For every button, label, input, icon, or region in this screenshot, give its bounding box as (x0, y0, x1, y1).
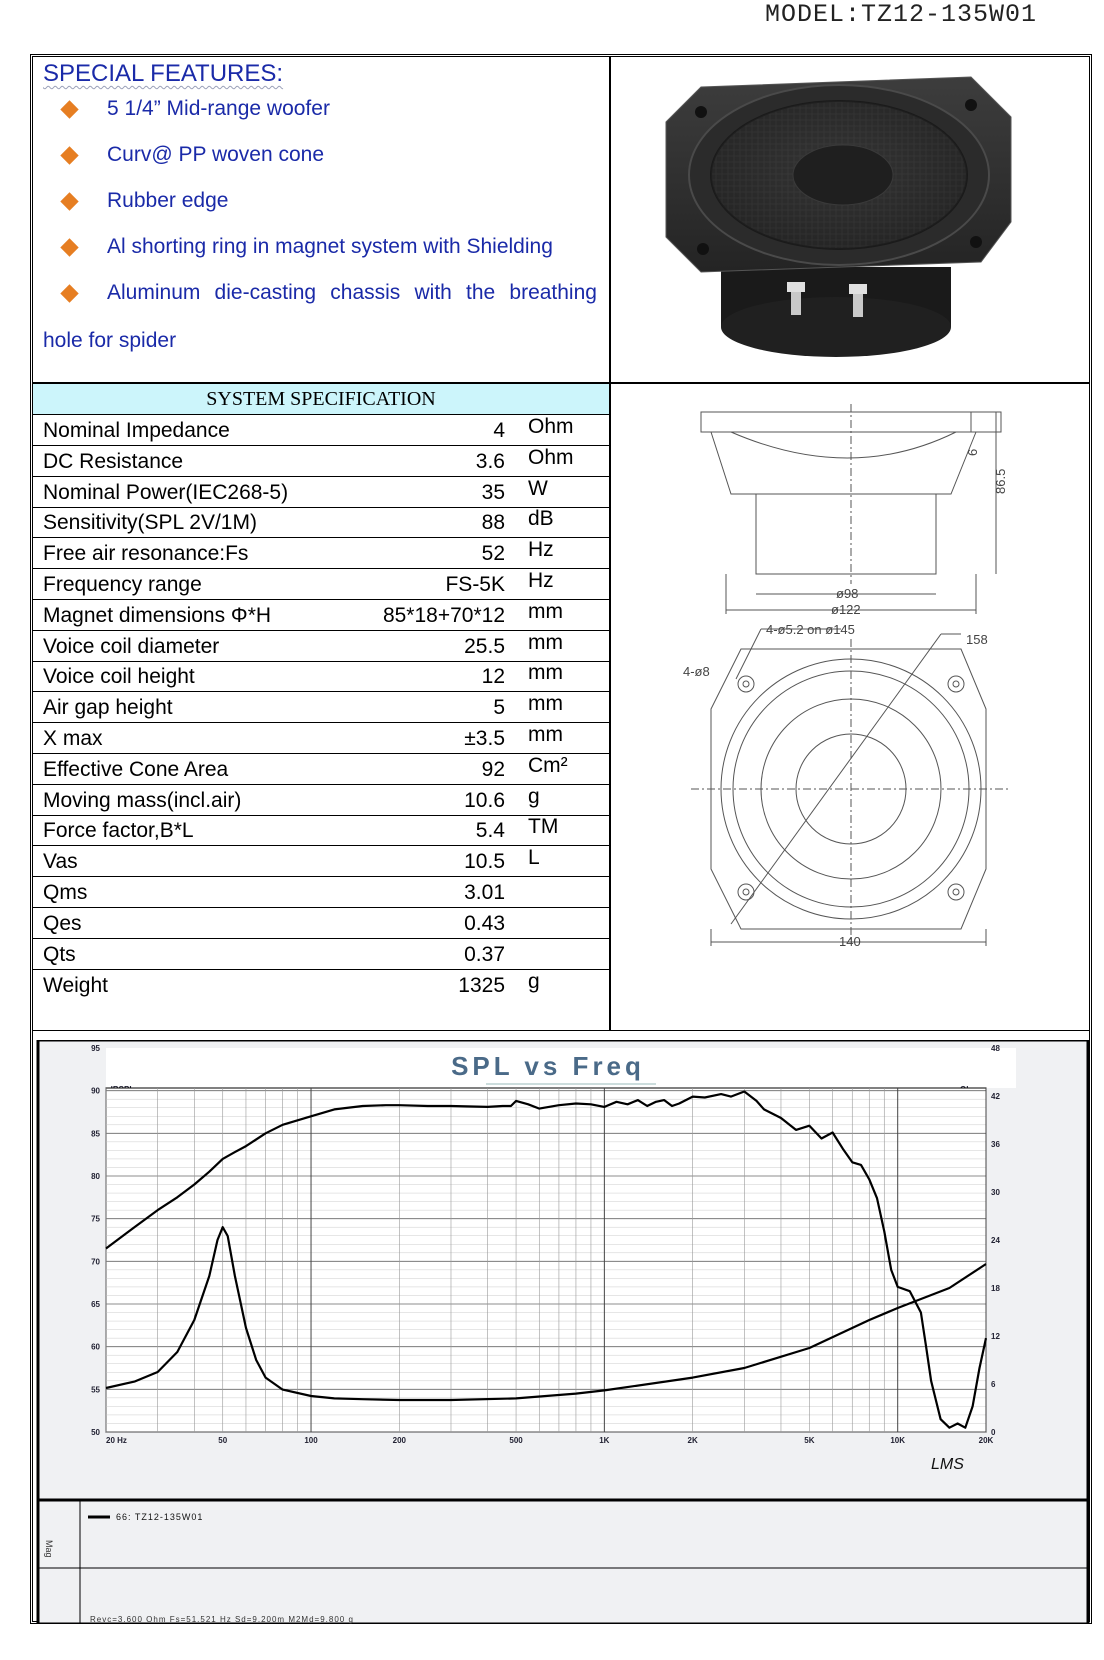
spec-value: 25.5 (464, 634, 505, 658)
spec-value: 0.37 (464, 942, 505, 966)
spec-unit: Hz (528, 538, 554, 562)
spec-param: DC Resistance (43, 449, 184, 473)
y-tick-label: 65 (91, 1300, 100, 1309)
spec-row (33, 445, 609, 477)
spec-row (33, 506, 609, 538)
spec-row (33, 814, 609, 846)
y-tick-label: 90 (91, 1086, 100, 1096)
spl-vs-freq-chart (36, 1040, 1092, 1624)
y-tick-label: 95 (91, 1044, 100, 1053)
diamond-bullet-icon (60, 146, 78, 164)
x-tick-label: 500 (509, 1436, 523, 1445)
spec-value: 5.4 (475, 819, 505, 843)
diamond-bullet-icon (60, 238, 78, 256)
dim-158: 158 (966, 632, 988, 647)
x-tick-label: 10K (890, 1436, 906, 1445)
x-tick-label: 50 (218, 1436, 228, 1445)
spec-unit: mm (528, 692, 563, 716)
y-tick-label: 85 (91, 1129, 100, 1139)
spec-unit: Ohm (528, 445, 574, 469)
spec-value: 0.43 (464, 911, 505, 935)
spec-value: 88 (481, 511, 505, 535)
spec-value: 4 (493, 419, 505, 442)
x-tick-label: 1K (599, 1436, 610, 1445)
spec-param: Qms (43, 881, 88, 904)
lms-logo-mark: LMS (931, 1456, 964, 1473)
spec-row (33, 722, 609, 754)
spec-param: Nominal Power(IEC268-5) (43, 480, 289, 504)
dim-d98: ø98 (836, 586, 859, 601)
spec-param: X max (43, 727, 103, 750)
diamond-bullet-icon (60, 100, 78, 118)
spec-unit: mm (528, 630, 563, 654)
spl-chart-panel (36, 1040, 1092, 1624)
spec-unit: mm (528, 723, 563, 746)
y2-tick-label: 0 (991, 1428, 996, 1437)
y2-tick-label: 18 (991, 1284, 1000, 1293)
spec-row (33, 599, 609, 631)
spec-value: 3.6 (475, 449, 505, 473)
x-tick-label: 20 Hz (106, 1436, 127, 1445)
x-tick-label: 5K (804, 1436, 815, 1445)
spec-unit: Ohm (528, 415, 574, 438)
dim-86-5: 86.5 (993, 468, 1008, 494)
legend-label: 66: TZ12-135W01 (116, 1512, 204, 1522)
y2-tick-label: 24 (991, 1236, 1000, 1245)
spec-value: 92 (481, 757, 505, 781)
plot-area (106, 1088, 986, 1432)
spec-unit: g (528, 970, 540, 994)
spec-row (33, 876, 609, 908)
y-tick-label: 75 (91, 1214, 100, 1224)
spec-row (33, 968, 609, 1000)
spec-param: Qes (43, 911, 82, 935)
feature-item-justified: Aluminum die-casting chassis with the breathing (107, 281, 597, 304)
spec-unit: mm (528, 599, 563, 623)
chart-title: SPL vs Freq (451, 1051, 645, 1081)
y2-tick-label: 36 (991, 1140, 1000, 1149)
spec-unit: L (528, 846, 540, 870)
spec-unit: TM (528, 815, 559, 839)
spec-value: 10.5 (464, 850, 505, 874)
legend-side-label: Mag (44, 1540, 54, 1558)
spec-param: Sensitivity(SPL 2V/1M) (43, 511, 257, 535)
spec-row (33, 476, 609, 508)
spec-row (33, 537, 609, 569)
y-tick-label: 50 (91, 1428, 100, 1437)
spec-param: Voice coil height (43, 665, 195, 689)
spec-value: 85*18+70*12 (382, 603, 505, 627)
spec-value: ±3.5 (464, 727, 505, 750)
spec-row (33, 845, 609, 877)
spec-param: Magnet dimensions Φ*H (43, 603, 272, 627)
spec-param: Effective Cone Area (43, 757, 229, 781)
model-number: MODEL:TZ12-135W01 (765, 0, 1038, 29)
x-tick-label: 20K (978, 1436, 994, 1445)
dim-d122: ø122 (831, 602, 861, 617)
product-photo-panel (610, 56, 1090, 383)
spec-param: Qts (43, 942, 76, 966)
spec-unit: W (528, 476, 548, 500)
y-tick-label: 55 (91, 1385, 100, 1395)
dimension-drawing (611, 384, 1089, 1030)
spec-param: Moving mass(incl.air) (43, 788, 242, 812)
chart-footer: Revc=3.600 Ohm Fs=51.521 Hz Sd=9.200m M2Md=9.800 g (90, 1615, 354, 1624)
spec-row (33, 938, 609, 970)
spec-row (33, 753, 609, 785)
spec-param: Frequency range (43, 573, 202, 596)
chart-grid (106, 1088, 986, 1432)
spec-value: 12 (481, 665, 505, 689)
system-specification-table (32, 383, 610, 1031)
spec-row (33, 630, 609, 662)
spec-value: 3.01 (464, 881, 505, 904)
spec-value: 35 (481, 480, 505, 504)
x-tick-label: 2K (687, 1436, 698, 1445)
mechanical-drawing-panel (610, 383, 1090, 1031)
spec-unit: g (528, 784, 540, 808)
spec-row (33, 784, 609, 816)
diamond-bullet-icon (60, 284, 78, 302)
spec-param: Air gap height (43, 696, 173, 720)
spec-value: 1325 (458, 974, 505, 998)
special-features-panel: SPECIAL FEATURES: 5 1/4” Mid-range woofer Curv@ PP woven cone Rubber edge Al shorting ring in magnet system with Shielding Aluminum die-casting chassis with the breathing hole for spider (32, 56, 610, 383)
spec-param: Voice coil diameter (43, 634, 220, 658)
special-features-title: SPECIAL FEATURES: (43, 60, 284, 87)
spec-table-title: SYSTEM SPECIFICATION (33, 384, 609, 415)
spec-param: Free air resonance:Fs (43, 542, 249, 566)
spec-param: Vas (43, 850, 78, 874)
spec-value: FS-5K (445, 573, 505, 596)
spec-param: Nominal Impedance (43, 419, 230, 442)
diamond-bullet-icon (60, 192, 78, 210)
spec-value: 10.6 (464, 788, 505, 812)
spec-row (33, 691, 609, 723)
dim-holes-145: 4-ø5.2 on ø145 (766, 622, 855, 637)
y-tick-label: 80 (91, 1172, 100, 1181)
spec-row (33, 414, 609, 446)
y2-tick-label: 6 (991, 1380, 996, 1389)
y2-tick-label: 48 (991, 1044, 1000, 1053)
spec-param: Weight (43, 974, 108, 998)
y2-tick-label: 30 (991, 1188, 1000, 1197)
spec-row (33, 907, 609, 939)
spec-unit: Hz (528, 569, 554, 592)
y-tick-label: 60 (91, 1342, 100, 1352)
dim-4-d8: 4-ø8 (683, 664, 710, 679)
spec-unit: mm (528, 661, 563, 685)
dim-6: 6 (965, 448, 980, 456)
y2-tick-label: 12 (991, 1332, 1000, 1341)
spec-row (33, 660, 609, 692)
spec-row (33, 568, 609, 600)
spec-value: 5 (493, 696, 505, 720)
spec-value: 52 (481, 542, 505, 566)
spec-unit: Cm² (528, 753, 568, 777)
y-tick-label: 70 (91, 1257, 100, 1267)
spec-param: Force factor,B*L (43, 819, 194, 843)
dim-140: 140 (839, 934, 861, 949)
x-tick-label: 200 (392, 1436, 407, 1445)
x-tick-label: 100 (304, 1436, 318, 1445)
y2-tick-label: 42 (991, 1092, 1000, 1101)
spec-unit: dB (528, 507, 554, 531)
woofer-photo-illustration (611, 57, 1089, 382)
